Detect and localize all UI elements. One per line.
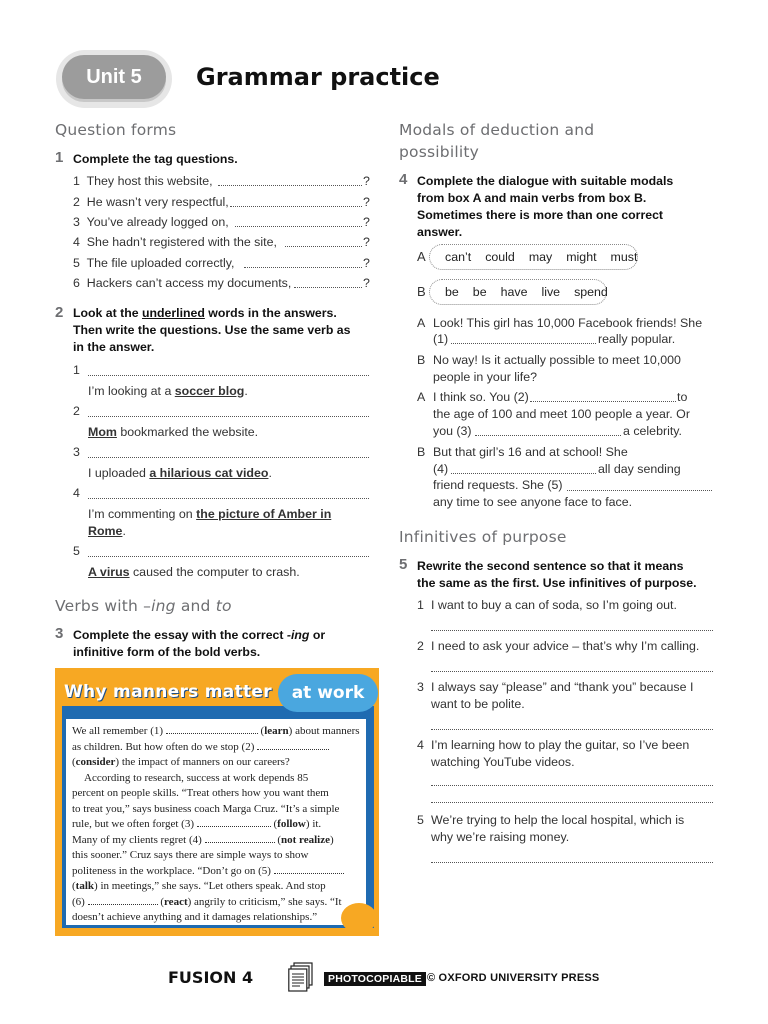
dialogue-line: any time to see anyone face to face.	[433, 495, 633, 509]
section-question-forms: Question forms	[55, 121, 177, 139]
answer-text: Mom bookmarked the website.	[88, 425, 259, 439]
dialogue-line: Look! This girl has 10,000 Facebook friends! She	[433, 316, 703, 330]
answer-line[interactable]	[285, 246, 362, 247]
task-2-number: 2	[55, 304, 64, 321]
word: live	[541, 285, 561, 299]
task-5-sentence: I need to ask your advice – that’s why I’m calling.	[431, 639, 700, 653]
dialogue-line: a celebrity.	[623, 424, 682, 438]
question-mark: ?	[363, 174, 370, 188]
answer-line[interactable]	[431, 630, 713, 631]
task-4-instruction: from box A and main verbs from box B.	[417, 191, 647, 205]
box-b-label: B	[417, 284, 426, 299]
question-mark: ?	[363, 276, 370, 290]
gap-1[interactable]	[166, 724, 258, 734]
task-1-instruction: Complete the tag questions.	[73, 152, 238, 166]
answer-line[interactable]	[567, 490, 712, 491]
task-5-instruction: Rewrite the second sentence so that it means	[417, 559, 684, 573]
task-5-sentence: want to be polite.	[431, 697, 525, 711]
task-1-item: 5 The file uploaded correctly,	[73, 256, 235, 270]
answer-text: Rome.	[88, 524, 126, 538]
item-number: 4	[417, 738, 424, 752]
dialogue-line: the age of 100 and meet 100 people a year. Or	[433, 407, 690, 421]
task-5-sentence: why we’re raising money.	[431, 830, 570, 844]
dialogue-line: really popular.	[598, 332, 676, 346]
task-1-item: 3 You’ve already logged on,	[73, 215, 229, 229]
task-5-sentence: We’re trying to help the local hospital, which is	[431, 813, 685, 827]
item-number: 5	[417, 813, 424, 827]
question-mark: ?	[363, 235, 370, 249]
dialogue-line: you (3)	[433, 424, 472, 438]
unit-badge	[56, 50, 172, 108]
dialogue-line: No way! Is it actually possible to meet 10,000	[433, 353, 681, 367]
dialogue-line: friend requests. She (5)	[433, 478, 563, 492]
item-number: 1	[73, 363, 80, 377]
word: might	[566, 250, 597, 264]
word: spend	[574, 285, 608, 299]
answer-line[interactable]	[88, 416, 369, 417]
dialogue-line: all day sending	[598, 462, 681, 476]
task-3-number: 3	[55, 625, 64, 642]
word-box-a	[429, 244, 638, 270]
task-2-instruction: in the answer.	[73, 340, 155, 354]
task-5-sentence: watching YouTube videos.	[431, 755, 575, 769]
answer-line[interactable]	[475, 435, 621, 436]
task-4-instruction: Complete the dialogue with suitable modals	[417, 174, 674, 188]
dialogue-line: (4)	[433, 462, 449, 476]
speaker: B	[417, 353, 426, 367]
task-5-number: 5	[399, 556, 408, 573]
answer-line[interactable]	[431, 802, 713, 803]
answer-line[interactable]	[530, 401, 676, 402]
item-number: 4	[73, 486, 80, 500]
publisher: © OXFORD UNIVERSITY PRESS	[427, 972, 600, 984]
question-mark: ?	[363, 195, 370, 209]
item-number: 1	[417, 598, 424, 612]
dialogue-line: (1)	[433, 332, 449, 346]
word: may	[528, 250, 553, 264]
document-stack-icon	[288, 962, 314, 992]
word: be	[472, 285, 487, 299]
answer-line[interactable]	[431, 862, 713, 863]
answer-line[interactable]	[88, 498, 369, 499]
answer-line[interactable]	[88, 457, 369, 458]
task-3-instruction: infinitive form of the bold verbs.	[73, 645, 261, 659]
task-1-item: 2 He wasn’t very respectful,	[73, 195, 229, 209]
item-number: 3	[417, 680, 424, 694]
answer-line[interactable]	[88, 556, 369, 557]
question-mark: ?	[363, 215, 370, 229]
task-1-number: 1	[55, 149, 64, 166]
answer-line[interactable]	[235, 226, 362, 227]
task-2-instruction: Look at the underlined words in the answers.	[73, 306, 337, 320]
speaker: B	[417, 445, 426, 459]
section-modals-line-1: Modals of deduction and	[399, 121, 595, 139]
answer-line[interactable]	[244, 267, 362, 268]
gap-5[interactable]	[274, 864, 344, 874]
answer-line[interactable]	[451, 343, 596, 344]
gap-6[interactable]	[88, 895, 158, 905]
item-number: 2	[417, 639, 424, 653]
task-4-instruction: Sometimes there is more than one correct	[417, 208, 664, 222]
answer-line[interactable]	[88, 375, 369, 376]
box-a-label: A	[417, 249, 426, 264]
section-modals-line-2: possibility	[399, 143, 479, 161]
answer-line[interactable]	[431, 785, 713, 786]
task-1-item: 6 Hackers can’t access my documents,	[73, 276, 292, 290]
answer-line[interactable]	[230, 206, 362, 207]
task-4-instruction: answer.	[417, 225, 463, 239]
answer-line[interactable]	[431, 671, 713, 672]
task-3-instruction: Complete the essay with the correct -ing or	[73, 628, 326, 642]
item-number: 2	[73, 404, 80, 418]
dialogue-line: to	[677, 390, 688, 404]
answer-line[interactable]	[431, 729, 713, 730]
gap-2[interactable]	[257, 740, 329, 750]
task-5-instruction: the same as the first. Use infinitives of purpose.	[417, 576, 697, 590]
task-2-instruction: Then write the questions. Use the same verb as	[73, 323, 351, 337]
dialogue-line: But that girl’s 16 and at school! She	[433, 445, 628, 459]
page-title: Grammar practice	[196, 63, 440, 91]
speaker: A	[417, 390, 426, 404]
word-box-b	[429, 279, 607, 305]
item-number: 5	[73, 544, 80, 558]
question-mark: ?	[363, 256, 370, 270]
unit-label: Unit 5	[62, 55, 166, 99]
gap-4[interactable]	[205, 833, 275, 843]
word: can’t	[445, 250, 472, 264]
section-infinitives: Infinitives of purpose	[399, 528, 567, 546]
word: be	[445, 285, 459, 299]
answer-text: A virus caused the computer to crash.	[88, 565, 300, 579]
answer-text: I uploaded a hilarious cat video.	[88, 466, 272, 480]
task-1-item: 1 They host this website,	[73, 174, 213, 188]
photocopiable-badge: PHOTOCOPIABLE	[324, 972, 426, 986]
gap-3[interactable]	[197, 817, 271, 827]
task-5-sentence: I always say “please” and “thank you” because I	[431, 680, 694, 694]
word: must	[610, 250, 638, 264]
essay-title-bubble: at work	[278, 674, 378, 712]
word: have	[500, 285, 528, 299]
item-number: 3	[73, 445, 80, 459]
speaker: A	[417, 316, 426, 330]
task-5-sentence: I’m learning how to play the guitar, so I’ve been	[431, 738, 690, 752]
task-5-sentence: I want to buy a can of soda, so I’m going out.	[431, 598, 677, 612]
dialogue-line: people in your life?	[433, 370, 538, 384]
footer-title: FUSION 4	[168, 968, 254, 987]
task-1-item: 4 She hadn’t registered with the site,	[73, 235, 277, 249]
word: could	[485, 250, 515, 264]
dialogue-line: I think so. You (2)	[433, 390, 529, 404]
essay-text: We all remember (1) (learn) about manners as children. But how often do we stop (2) (consider) the impact of manners on our careers? According to research, success at work depends 85 percent on people skills. “Treat others how you want them to treat you,” says business coach Marga Cruz. “It’s a simple rule, but we often forget (3) (follow) it. Many of my clients regret (4) (not realize) this sooner.” Cruz says there are simple ways to show politeness in the workplace. “Don’t go on (5) (talk) in meetings,” she says. “Let others speak. And stop (6) (react) angrily to criticism,” she says. “It doesn’t achieve anything and it damages relationships.”	[72, 725, 360, 923]
task-4-number: 4	[399, 171, 408, 188]
answer-text: I’m looking at a soccer blog.	[88, 384, 248, 398]
section-verbs-ing-to: Verbs with –ing and to	[55, 597, 232, 615]
answer-line[interactable]	[294, 287, 362, 288]
answer-line[interactable]	[218, 185, 362, 186]
essay-title: Why manners matter	[64, 682, 272, 702]
answer-line[interactable]	[451, 473, 596, 474]
answer-text: I’m commenting on the picture of Amber in	[88, 507, 332, 521]
